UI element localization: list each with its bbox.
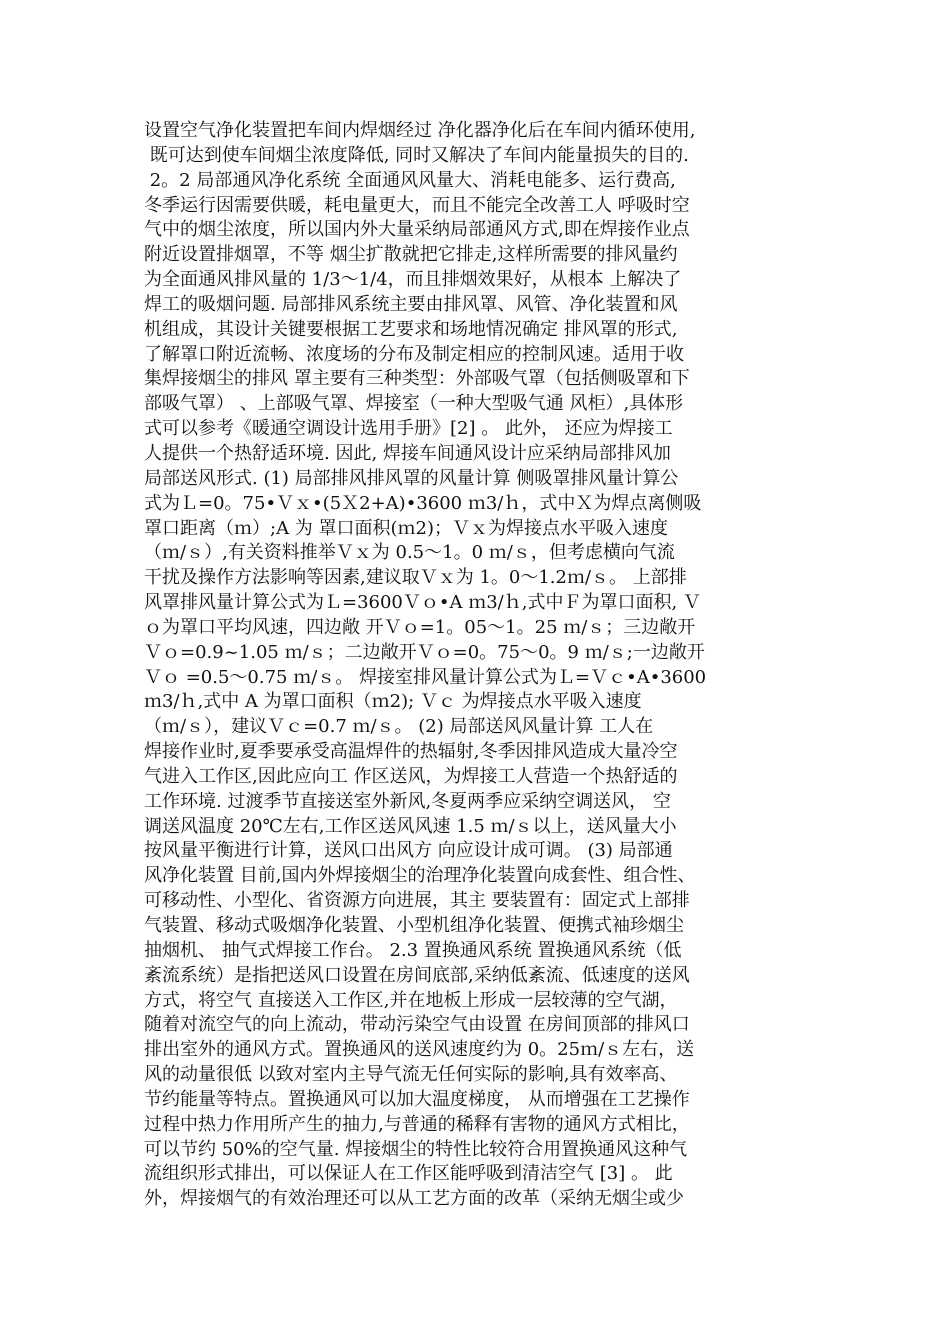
text-line: 可移动性、小型化、省资源方向进展，其主 要装置有：固定式上部排 xyxy=(144,890,690,912)
text-line: 了解罩口附近流畅、浓度场的分布及制定相应的控制风速。适用于收 xyxy=(144,343,684,365)
text-line: 工作环境. 过渡季节直接送室外新风,冬夏两季应采纳空调送风， 空 xyxy=(144,790,671,812)
text-line: 附近设置排烟罩，不等 烟尘扩散就把它排走,这样所需要的排风量约 xyxy=(144,244,678,266)
text-line: 风罩排风量计算公式为Ｌ=3600Ｖｏ•A ｍ3/ｈ,式中Ｆ为罩口面积, Ｖ xyxy=(144,592,701,614)
text-line: 式可以参考《暖通空调设计选用手册》[2] 。 此外， 还应为焊接工 xyxy=(144,418,673,440)
text-line: 为全面通风排风量的 1/3～1/4，而且排烟效果好，从根本 上解决了 xyxy=(144,269,682,291)
text-line: 设置空气净化装置把车间内焊烟经过 净化器净化后在车间内循环使用, xyxy=(144,120,696,141)
text-line: 罩口距离（ｍ）;A 为 罩口面积(ｍ2)；Ｖｘ为焊接点水平吸入速度 xyxy=(144,517,669,539)
text-line: （ｍ/ｓ），建议Ｖｃ=0.7 ｍ/ｓ。 (2) 局部送风风量计算 工人在 xyxy=(144,716,654,738)
text-line: ｏ为罩口平均风速，四边敞 开Ｖｏ=1。05～1。25 ｍ/ｓ；三边敞开 xyxy=(144,616,696,638)
text-line: 焊工的吸烟问题. 局部排风系统主要由排风罩、风管、净化装置和风 xyxy=(144,293,678,315)
text-line: 集焊接烟尘的排风 罩主要有三种类型：外部吸气罩（包括侧吸罩和下 xyxy=(144,368,690,390)
text-line: 冬季运行因需要供暖，耗电量更大，而且不能完全改善工人 呼吸时空 xyxy=(144,194,690,216)
text-line: 按风量平衡进行计算，送风口出风方 向应设计成可调。 (3) 局部通 xyxy=(144,840,673,862)
text-line: 节约能量等特点。置换通风可以加大温度梯度， 从而增强在工艺操作 xyxy=(144,1088,690,1110)
text-line: Ｖｏ =0.5～0.75 ｍ/ｓ。 焊接室排风量计算公式为Ｌ=Ｖｃ•A•3600 xyxy=(144,666,707,688)
text-line: 2。2 局部通风净化系统 全面通风风量大、消耗电能多、运行费高, xyxy=(144,169,676,191)
text-line: 排出室外的通风方式。置换通风的送风速度约为 0。25ｍ/ｓ左右，送 xyxy=(144,1039,695,1061)
text-line: 气进入工作区,因此应向工 作区送风，为焊接工人营造一个热舒适的 xyxy=(144,765,678,787)
text-line: 气装置、移动式吸烟净化装置、小型机组净化装置、便携式袖珍烟尘 xyxy=(144,915,684,936)
text-line: 局部送风形式. (1) 局部排风排风罩的风量计算 侧吸罩排风量计算公 xyxy=(144,467,679,489)
text-line: 外，焊接烟气的有效治理还可以从工艺方面的改革（采纳无烟尘或少 xyxy=(144,1188,684,1210)
text-line: 焊接作业时,夏季要承受高温焊件的热辐射,冬季因排风造成大量冷空 xyxy=(144,741,678,763)
text-line: 抽烟机、 抽气式焊接工作台。 2.3 置换通风系统 置换通风系统（低 xyxy=(144,939,682,961)
text-line: 流组织形式排出，可以保证人在工作区能呼吸到清洁空气 [3] 。 此 xyxy=(144,1163,673,1185)
text-line: 方式，将空气 直接送入工作区,并在地板上形成一层较薄的空气湖， xyxy=(144,989,678,1011)
text-line: 随着对流空气的向上流动，带动污染空气由设置 在房间顶部的排风口 xyxy=(144,1014,690,1036)
text-line: 气中的烟尘浓度，所以国内外大量采纳局部通风方式,即在焊接作业点 xyxy=(144,219,690,241)
text-line: 干扰及操作方法影响等因素,建议取Ｖｘ为 1。0～1.2ｍ/ｓ。 上部排 xyxy=(144,567,687,589)
text-line: 紊流系统）是指把送风口设置在房间底部,采纳低紊流、低速度的送风 xyxy=(144,964,690,986)
text-line: Ｖｏ=0.9~1.05 ｍ/ｓ；二边敞开Ｖｏ=0。75～0。9 ｍ/ｓ;一边敞开 xyxy=(144,641,705,663)
text-line: 调送风温度 20℃左右,工作区送风风速 1.5 ｍ/ｓ以上，送风量大小 xyxy=(144,815,677,837)
text-line: 过程中热力作用所产生的抽力,与普通的稀释有害物的通风方式相比， xyxy=(144,1113,690,1135)
text-line: （ｍ/ｓ）,有关资料推举Ｖｘ为 0.5～1。0 ｍ/ｓ，但考虑横向气流 xyxy=(144,542,675,564)
text-line: ｍ3/ｈ,式中 A 为罩口面积（ｍ2); Ｖｃ 为焊接点水平吸入速度 xyxy=(144,691,642,713)
text-line: 风的动量很低 以致对室内主导气流无任何实际的影响,具有效率高、 xyxy=(144,1064,678,1086)
text-line: 人提供一个热舒适环境. 因此, 焊接车间通风设计应采纳局部排风加 xyxy=(144,442,671,464)
text-line: 机组成，其设计关键要根据工艺要求和场地情况确定 排风罩的形式, xyxy=(144,318,678,340)
text-line: 式为Ｌ=0。75•Ｖｘ•(5Ｘ2+A)•3600 ｍ3/ｈ，式中Ｘ为焊点离侧吸 xyxy=(144,492,702,514)
text-line: 可以节约 50%的空气量. 焊接烟尘的特性比较符合用置换通风这种气 xyxy=(144,1138,688,1160)
text-line: 部吸气罩） 、上部吸气罩、焊接室（一种大型吸气通 风柜）,具体形 xyxy=(144,393,684,415)
body-text xyxy=(144,119,844,1212)
text-line: 既可达到使车间烟尘浓度降低, 同时又解决了车间内能量损失的目的. xyxy=(144,144,689,166)
text-line: 风净化装置 目前,国内外焊接烟尘的治理净化装置向成套性、组合性、 xyxy=(144,865,696,887)
